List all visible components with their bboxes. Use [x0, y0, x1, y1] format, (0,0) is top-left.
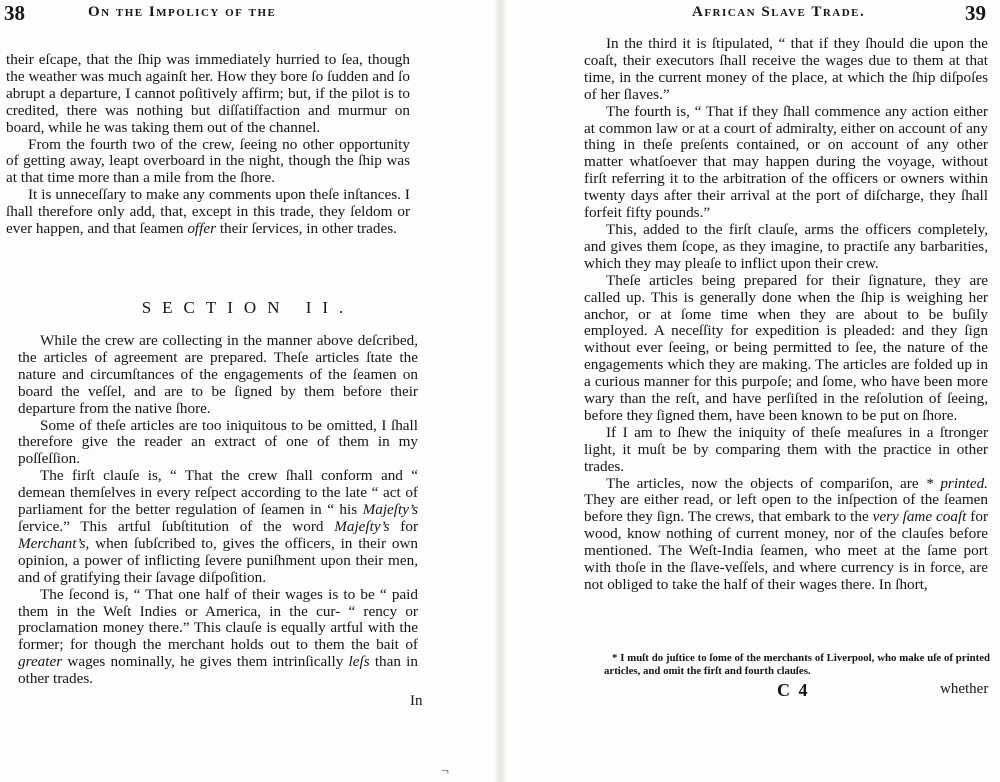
paragraph: While the crew are collecting in the manner above deſcribed, the articles of agreement are prepared. Theſe articles ſtate the nature and circumſtances of the engagements of the ſeamen on board the veſſel, and are to be ſigned by them before their departure from the native ſhore. — [18, 332, 418, 417]
paragraph: Some of theſe articles are too iniquitous to be omitted, I ſhall therefore give the reader an extract of one of them in my poſſeſſion. — [18, 416, 418, 468]
paragraph-text: The articles, now the objects of compariſon, are — [606, 474, 926, 492]
italic-word: greater — [18, 653, 63, 671]
left-running-head: On the Impolicy of the — [88, 4, 277, 20]
italic-word: * printed. — [925, 474, 988, 492]
paragraph-text: than in other trades. — [18, 653, 418, 688]
italic-word: offer — [187, 220, 217, 238]
italic-word: leſs — [348, 653, 370, 671]
paragraph-text: The firſt clauſe is, “ That the crew ſhall conform and “ demean themſelves in every reſpect according to the late “ act of parliament for the better regulation of ſeamen in “ his — [18, 467, 418, 519]
left-catchword: In — [410, 693, 423, 709]
footnote — [604, 652, 990, 679]
paragraph-text: for — [389, 517, 419, 535]
paragraph: their eſcape, that the ſhip was immediately hurried to ſea, though the weather was much againſt her. How they bore ſo ſudden and ſo abrupt a departure, I cannot poſitively affirm; but, if the pilot is to credited, there was nothing but diſſatiſfaction and murmur on board, while he was taking them out of the channel. — [6, 51, 410, 136]
paragraph-text: They are either read, or left open to the inſpection of the ſeamen before they ſign. The crews, that embark to the — [584, 491, 988, 526]
paragraph: In the third it is ſtipulated, “ that if they ſhould die upon the coaſt, their executors ſhall receive the wages due to them at that time, in the current money of the place, at which the ſhip diſpoſes of her ſlaves.” — [584, 35, 988, 103]
paragraph: The fourth is, “ That if they ſhall commence any action either at common law or at a court of admiralty, either on account of any thing in theſe preſents contained, or on account of any other matter whatſoever that may happen during the voyage, without firſt referring it to the arbitration of the officers or owners within twenty days after their arrival at the port of diſcharge, they ſhall forfeit fifty pounds.” — [584, 102, 988, 222]
italic-word: very ſame coaſt — [872, 508, 967, 526]
paragraph-text: ſervice.” This artful ſubſtitution of the word — [18, 517, 335, 535]
scan-mark: ¬ — [441, 764, 449, 779]
signature-mark: C 4 — [777, 680, 810, 700]
right-body — [584, 36, 988, 594]
italic-word: Merchant’s — [18, 534, 86, 552]
paragraph: This, added to the firſt clauſe, arms the officers completely, and gives them ſcope, as they imagine, to practiſe any barbarities, which they may pleaſe to inflict upon their crew. — [584, 220, 988, 272]
paragraph: Theſe articles being prepared for their ſignature, they are called up. This is generally done when the ſhip is weighing her anchor, or at ſome time when they are about to be buſily employed. A neceſſity for expedition is pleaded: and they ſign without ever ſeeing, or being permitted to ſee, the nature of the engagements which they are making. The articles are folded up in a curious manner for this purpoſe; and ſome, who have been more wary than the reſt, and have perſiſted in the reſolution of ſeeing, before they ſigned them, have been known to be put on ſhore. — [584, 271, 988, 424]
paragraph: If I am to ſhew the iniquity of theſe meaſures in a ſtronger light, it muſt be by comparing them with the practice in other trades. — [584, 423, 988, 475]
italic-word: Majeſty’s — [362, 501, 418, 519]
right-page-number: 39 — [965, 1, 986, 25]
paragraph-text: for wood, know nothing of current money, nor of the clauſes before mentioned. The Weſt-India ſeamen, who meet at the ſame port with thoſe in the ſlave-veſſels, and where currency is in force, are not obliged to take the half of their wages there. In ſhort, — [584, 508, 989, 593]
paragraph-text: their ſervices, in other trades. — [216, 220, 397, 238]
paragraph-text: , when ſubſcribed to, gives the officers, in their own opinion, a power of inflicting ſevere puniſhment upon their men, and of gratifying their ſavage diſpoſition. — [18, 534, 418, 586]
right-running-head: African Slave Trade. — [692, 4, 866, 20]
paragraph: From the fourth two of the crew, ſeeing no other opportunity of getting away, leapt overboard in the night, though the ſhip was at that time more than a mile from the ſhore. — [6, 135, 410, 187]
left-page-number: 38 — [4, 1, 25, 25]
paragraph — [584, 476, 988, 594]
right-catchword: whether — [940, 681, 989, 697]
paragraph-text: wages nominally, he gives them intrinſically — [62, 653, 349, 671]
section-heading: SECTION II. — [141, 298, 355, 317]
footnote-text: * I muſt do juſtice to ſome of the merchants of Liverpool, who make uſe of printed articles, and omit the firſt and fourth clauſes. — [604, 652, 990, 678]
paragraph-text: The ſecond is, “ That one half of their wages is to be “ paid them in the Weſt Indies or America, in the cur- “ rency or proclamation money there.” This clauſe is equally artful with the former; for though the merchant holds out to them the bait of — [18, 585, 418, 654]
paragraph-text: It is unneceſſary to make any comments upon theſe inſtances. I ſhall therefore only add, that, except in this trade, they ſeldom or ever happen, and that ſeamen — [6, 186, 410, 238]
italic-word: Majeſty’s — [334, 517, 390, 535]
